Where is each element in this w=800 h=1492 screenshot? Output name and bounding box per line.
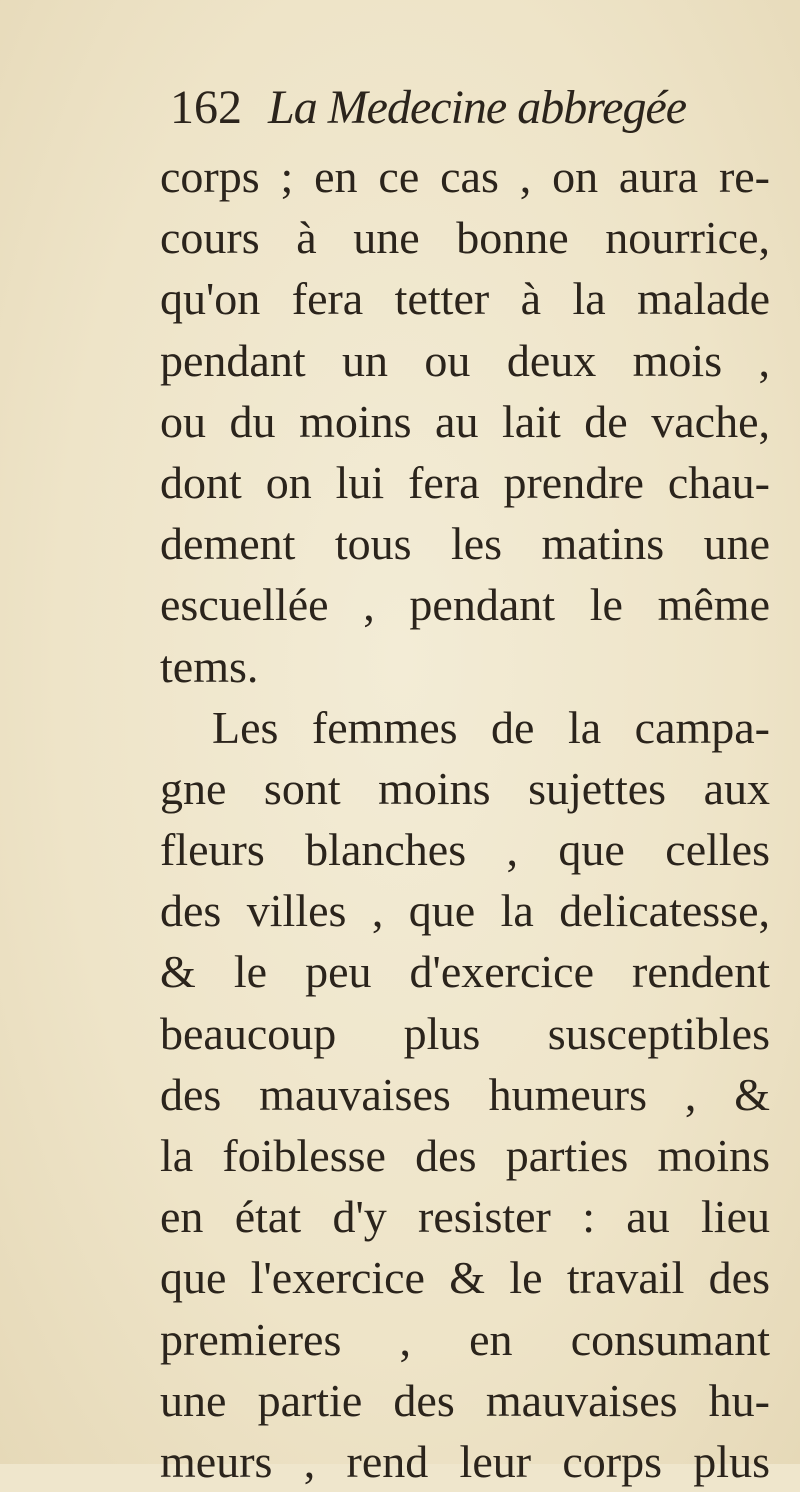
text-line: des mauvaises humeurs , &: [160, 1068, 770, 1120]
text-line: la foiblesse des parties moins: [160, 1130, 770, 1181]
text-line: fleurs blanches , que celles: [160, 824, 770, 876]
text-line: que l'exercice & le travail des: [160, 1252, 770, 1304]
paragraph-start-line: Les femmes de la campa-: [212, 701, 770, 753]
text-line: dement tous les matins une: [160, 518, 770, 570]
text-line: gne sont moins sujettes aux: [160, 762, 770, 814]
text-line: des villes , que la delicatesse,: [160, 885, 770, 937]
text-line: qu'on fera tetter à la malade: [160, 273, 770, 325]
text-line: cours à une bonne nourrice,: [160, 212, 770, 264]
page-number: 162: [170, 81, 242, 134]
text-line: escuellée , pendant le même: [160, 579, 770, 631]
page-header: [170, 78, 686, 138]
text-line: en état d'y resister : au lieu: [160, 1191, 770, 1243]
text-line: pendant un ou deux mois ,: [160, 334, 770, 386]
text-line: premieres , en consumant: [160, 1313, 770, 1365]
body-text: [160, 146, 770, 1492]
text-line: dont on lui fera prendre chau-: [160, 456, 770, 508]
paragraph-end-line: tems.: [160, 640, 259, 692]
text-line: une partie des mauvaises hu-: [160, 1374, 770, 1426]
running-title: La Medecine abbregée: [268, 81, 687, 134]
text-line: corps ; en ce cas , on aura re-: [160, 151, 770, 202]
text-line: beaucoup plus susceptibles: [160, 1007, 770, 1059]
text-line: meurs , rend leur corps plus: [160, 1435, 770, 1487]
text-line: & le peu d'exercice rendent: [160, 946, 770, 998]
text-line: ou du moins au lait de vache,: [160, 395, 770, 447]
